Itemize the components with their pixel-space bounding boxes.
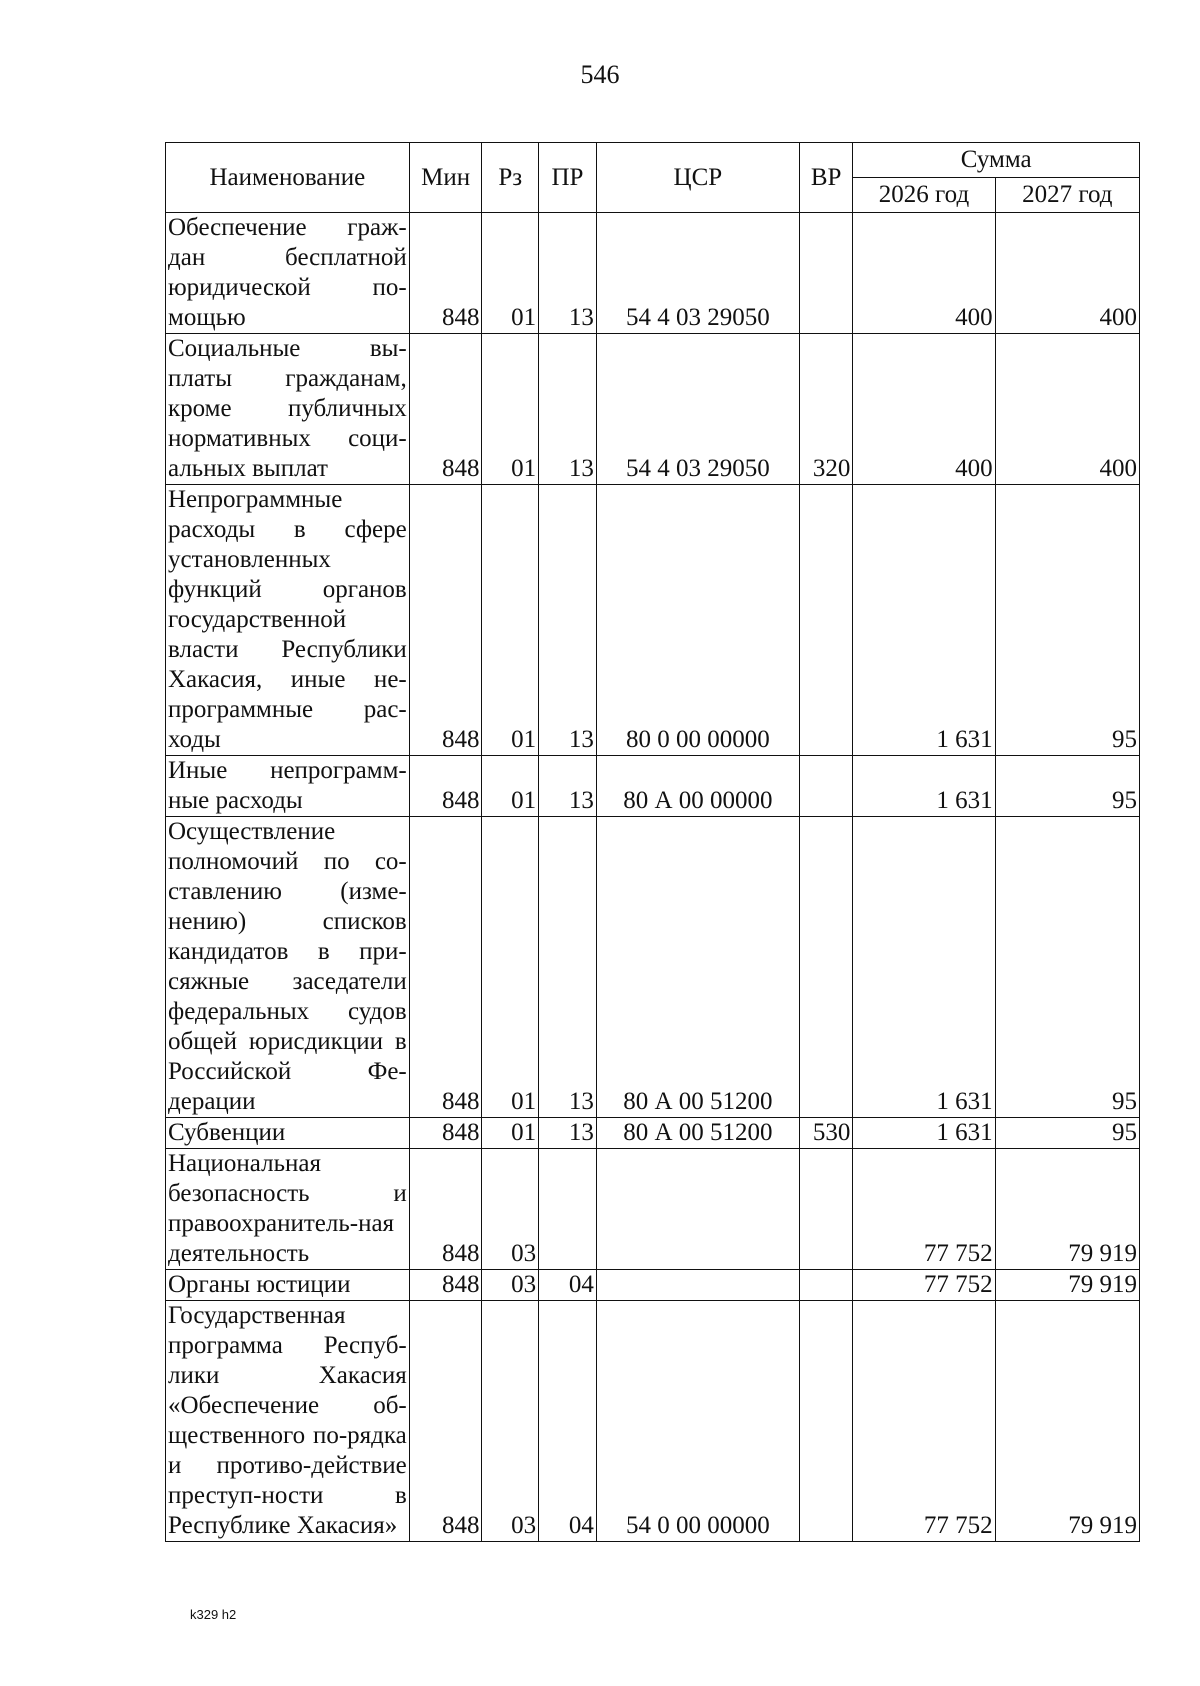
row-name: Осуществление полномочий по со-ставлению (изме-нению) списков кандидатов в при-сяжные заседатели федеральных судов общей юрисдикции в Российской Фе-дерации (166, 817, 410, 1118)
row-sum-2026: 1 631 (853, 756, 995, 817)
row-min: 848 (409, 213, 482, 334)
header-year-2026: 2026 год (853, 178, 995, 213)
row-name: Органы юстиции (166, 1270, 410, 1301)
row-sum-2027: 400 (995, 213, 1139, 334)
row-vr (799, 1149, 852, 1270)
row-pr: 13 (539, 334, 597, 485)
row-sum-2026: 1 631 (853, 817, 995, 1118)
header-csr: ЦСР (596, 143, 799, 213)
table-row (166, 334, 1140, 485)
row-rz: 03 (482, 1149, 539, 1270)
table-row (166, 1149, 1140, 1270)
row-csr: 80 0 00 00000 (596, 485, 799, 756)
row-min: 848 (409, 1301, 482, 1542)
row-sum-2026: 77 752 (853, 1270, 995, 1301)
row-csr: 54 4 03 29050 (596, 334, 799, 485)
row-min: 848 (409, 485, 482, 756)
row-vr: 320 (799, 334, 852, 485)
row-sum-2026: 1 631 (853, 485, 995, 756)
row-min: 848 (409, 1149, 482, 1270)
header-pr: ПР (539, 143, 597, 213)
row-sum-2027: 95 (995, 485, 1139, 756)
table-row (166, 1270, 1140, 1301)
document-code: k329 h2 (190, 1607, 237, 1622)
table-row (166, 1118, 1140, 1149)
header-rz: Рз (482, 143, 539, 213)
row-name: Обеспечение граж-дан бесплатной юридической по-мощью (166, 213, 410, 334)
row-rz: 01 (482, 756, 539, 817)
row-rz: 01 (482, 485, 539, 756)
row-rz: 03 (482, 1301, 539, 1542)
row-pr: 04 (539, 1301, 597, 1542)
row-vr (799, 1301, 852, 1542)
row-sum-2026: 1 631 (853, 1118, 995, 1149)
row-pr: 13 (539, 485, 597, 756)
row-sum-2027: 95 (995, 1118, 1139, 1149)
row-min: 848 (409, 756, 482, 817)
row-pr: 13 (539, 817, 597, 1118)
row-name: Национальная безопасность и правоохранитель-ная деятельность (166, 1149, 410, 1270)
row-name: Государственная программа Респуб-лики Хакасия «Обеспечение об-щественного по-рядка и противо-действие преступ-ности в Республике Хакасия» (166, 1301, 410, 1542)
table-row (166, 1301, 1140, 1542)
row-csr: 54 0 00 00000 (596, 1301, 799, 1542)
table-row (166, 213, 1140, 334)
row-rz: 01 (482, 1118, 539, 1149)
row-sum-2027: 400 (995, 334, 1139, 485)
row-vr (799, 213, 852, 334)
row-pr: 13 (539, 756, 597, 817)
row-vr: 530 (799, 1118, 852, 1149)
row-csr: 80 А 00 51200 (596, 817, 799, 1118)
table-row (166, 817, 1140, 1118)
table-row (166, 756, 1140, 817)
row-sum-2026: 400 (853, 334, 995, 485)
row-vr (799, 485, 852, 756)
row-csr: 80 А 00 00000 (596, 756, 799, 817)
table-body (166, 213, 1140, 1542)
row-min: 848 (409, 1118, 482, 1149)
page-number: 546 (580, 60, 620, 89)
header-sum: Сумма (853, 143, 1140, 178)
row-name: Социальные вы-платы гражданам, кроме публичных нормативных соци-альных выплат (166, 334, 410, 485)
row-pr: 13 (539, 213, 597, 334)
row-name: Субвенции (166, 1118, 410, 1149)
row-csr (596, 1149, 799, 1270)
row-rz: 01 (482, 334, 539, 485)
row-sum-2026: 400 (853, 213, 995, 334)
header-name: Наименование (166, 143, 410, 213)
budget-table-wrapper (165, 142, 1140, 1542)
row-sum-2027: 95 (995, 817, 1139, 1118)
row-min: 848 (409, 334, 482, 485)
row-vr (799, 756, 852, 817)
table-row (166, 485, 1140, 756)
row-csr: 80 А 00 51200 (596, 1118, 799, 1149)
row-rz: 03 (482, 1270, 539, 1301)
header-year-2027: 2027 год (995, 178, 1139, 213)
row-min: 848 (409, 817, 482, 1118)
row-rz: 01 (482, 213, 539, 334)
row-vr (799, 817, 852, 1118)
row-pr (539, 1149, 597, 1270)
row-name: Непрограммные расходы в сфере установленных функций органов государственной власти Республики Хакасия, иные не-программные рас-ходы (166, 485, 410, 756)
row-sum-2026: 77 752 (853, 1301, 995, 1542)
row-min: 848 (409, 1270, 482, 1301)
header-row-top (166, 143, 1140, 178)
row-sum-2027: 79 919 (995, 1149, 1139, 1270)
row-name: Иные непрограмм-ные расходы (166, 756, 410, 817)
header-vr: ВР (799, 143, 852, 213)
row-vr (799, 1270, 852, 1301)
budget-table (165, 142, 1140, 1542)
row-pr: 13 (539, 1118, 597, 1149)
row-rz: 01 (482, 817, 539, 1118)
row-csr: 54 4 03 29050 (596, 213, 799, 334)
row-pr: 04 (539, 1270, 597, 1301)
row-sum-2027: 79 919 (995, 1270, 1139, 1301)
row-sum-2027: 95 (995, 756, 1139, 817)
row-csr (596, 1270, 799, 1301)
row-sum-2026: 77 752 (853, 1149, 995, 1270)
header-min: Мин (409, 143, 482, 213)
row-sum-2027: 79 919 (995, 1301, 1139, 1542)
